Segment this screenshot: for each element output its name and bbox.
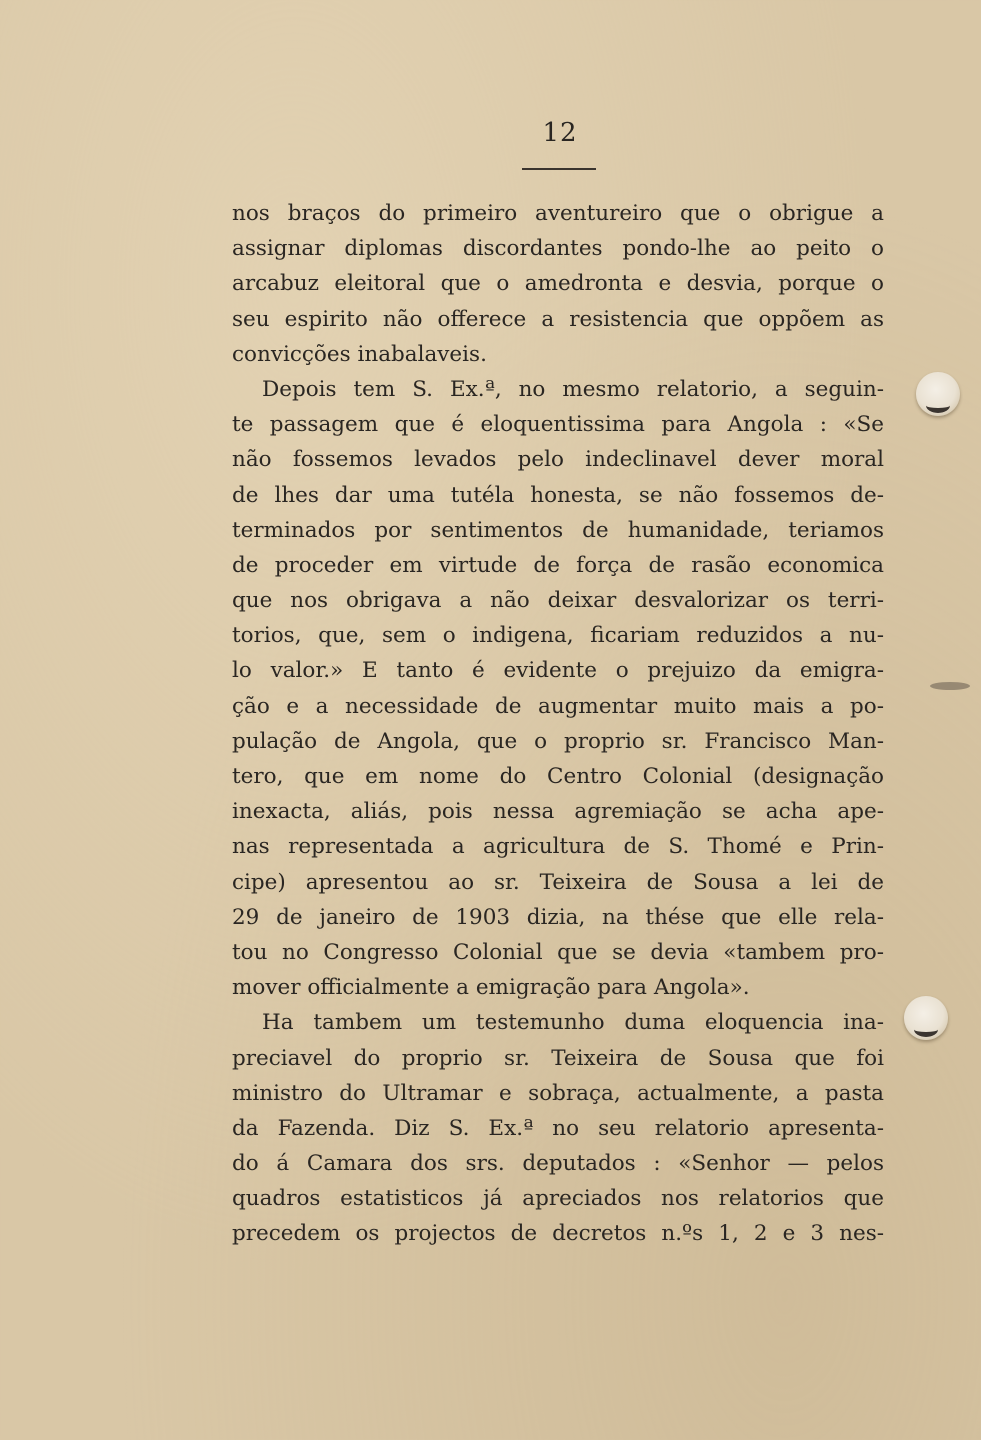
text-line: convicções inabalaveis. bbox=[232, 341, 487, 367]
text-line: nos braços do primeiro aventureiro que o obrigue a bbox=[232, 201, 884, 226]
text-line: tero, que em nome do Centro Colonial (designação bbox=[232, 764, 884, 789]
text-line: ministro do Ultramar e sobraça, actualmente, a pasta bbox=[232, 1080, 884, 1106]
text-line: lo valor.» E tanto é evidente o prejuizo da emigra- bbox=[232, 658, 884, 684]
text-line: arcabuz eleitoral que o amedronta e desvia, porque o bbox=[232, 271, 884, 297]
text-line: Ha tambem um testemunho duma eloquencia ina- bbox=[262, 1010, 884, 1036]
text-line: que nos obrigava a não deixar desvalorizar os terri- bbox=[232, 588, 884, 614]
text-line: do á Camara dos srs. deputados : «Senhor — pelos bbox=[232, 1151, 884, 1177]
text-line: torios, que, sem o indigena, ficariam reduzidos a nu- bbox=[232, 623, 884, 649]
text-line: 29 de janeiro de 1903 dizia, na thése que elle rela- bbox=[232, 904, 884, 930]
binding-hole-top bbox=[916, 372, 960, 416]
text-line: de proceder em virtude de força de rasão economica bbox=[232, 552, 884, 578]
text-line: de lhes dar uma tutéla honesta, se não fossemos de- bbox=[232, 482, 884, 508]
text-line: preciavel do proprio sr. Teixeira de Sousa que foi bbox=[232, 1045, 884, 1071]
page-number: 12 bbox=[542, 118, 578, 148]
margin-mark bbox=[930, 682, 970, 690]
text-line: mover officialmente a emigração para Angola». bbox=[232, 975, 750, 1001]
text-line: Depois tem S. Ex.ª, no mesmo relatorio, a seguin- bbox=[262, 376, 884, 402]
text-line: assignar diplomas discordantes pondo-lhe ao peito o bbox=[232, 236, 884, 262]
body-text bbox=[232, 196, 884, 1252]
text-line: cipe) apresentou ao sr. Teixeira de Sousa a lei de bbox=[232, 869, 884, 895]
text-line: inexacta, aliás, pois nessa agremiação se acha ape- bbox=[232, 799, 884, 825]
text-line: seu espirito não offerece a resistencia que oppõem as bbox=[232, 306, 884, 332]
binding-hole-bottom bbox=[904, 996, 948, 1040]
text-line: pulação de Angola, que o proprio sr. Francisco Man- bbox=[232, 728, 884, 754]
text-line: precedem os projectos de decretos n.ºs 1, 2 e 3 nes- bbox=[232, 1221, 884, 1247]
text-line: terminados por sentimentos de humanidade, teriamos bbox=[232, 517, 884, 543]
text-line: tou no Congresso Colonial que se devia «tambem pro- bbox=[232, 939, 884, 965]
text-line: não fossemos levados pelo indeclinavel dever moral bbox=[232, 447, 884, 473]
text-line: quadros estatisticos já apreciados nos relatorios que bbox=[232, 1186, 884, 1212]
text-line: nas representada a agricultura de S. Thomé e Prin- bbox=[232, 834, 884, 860]
text-line: te passagem que é eloquentissima para Angola : «Se bbox=[232, 412, 884, 438]
text-line: da Fazenda. Diz S. Ex.ª no seu relatorio apresenta- bbox=[232, 1115, 884, 1141]
header-rule bbox=[522, 168, 596, 170]
text-line: ção e a necessidade de augmentar muito mais a po- bbox=[232, 693, 884, 719]
